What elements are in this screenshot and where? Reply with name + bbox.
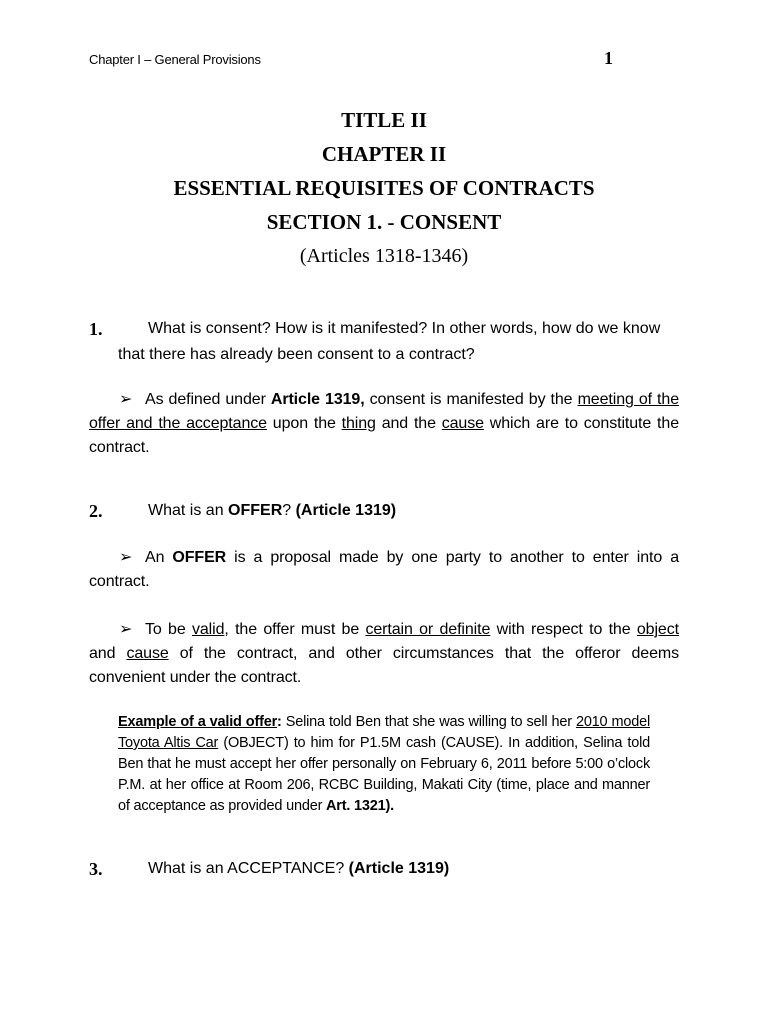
answer-text: and	[89, 645, 127, 662]
section-line: SECTION 1. - CONSENT	[266, 210, 502, 234]
article-reference: Article 1319,	[270, 391, 365, 408]
example-label-colon: :	[277, 714, 282, 730]
running-header: Chapter I – General Provisions	[89, 52, 261, 67]
underlined-term: meeting of the offer and the acceptance	[89, 391, 679, 432]
underlined-term: cause	[441, 415, 484, 432]
answer-2b	[89, 618, 679, 690]
article-reference: Art. 1321	[326, 798, 386, 814]
question-number: 3.	[89, 859, 103, 879]
question-3	[89, 856, 681, 882]
arrow-bullet-icon: ➢	[119, 391, 133, 408]
example-paragraph	[118, 712, 650, 817]
question-text-continued: that there has already been consent to a contract?	[118, 346, 475, 363]
question-text	[89, 498, 681, 524]
example-text-end: ).	[385, 798, 394, 814]
underlined-term: object	[636, 621, 679, 638]
question-1	[89, 316, 681, 368]
question-text: What is consent? How is it manifested? In other words, how do we know	[148, 320, 661, 337]
title-block	[0, 103, 768, 273]
heading-line: ESSENTIAL REQUISITES OF CONTRACTS	[173, 176, 595, 200]
question-number: 1.	[89, 319, 103, 339]
articles-range: (Articles 1318-1346)	[299, 245, 469, 267]
answer-1	[89, 388, 679, 460]
answer-text: To be	[145, 621, 192, 638]
answer-text: with respect to the	[490, 621, 637, 638]
answer-text: of the contract, and other circumstances that the offeror deems convenient under the contract.	[89, 645, 679, 686]
example-text: (OBJECT) to him for P1.5M cash (CAUSE). In addition, Selina told Ben that he must accept her offer personally on February 6, 2011 before 5:00 o’clock P.M. at her office at Room 206, RCBC Building, Makati City (time, place and manner of acceptance as provided under	[118, 735, 650, 814]
answer-text: upon the	[266, 415, 342, 432]
title-line: TITLE II	[341, 108, 427, 132]
answer-text: which are to constitute the contract.	[89, 415, 679, 456]
example-label: Example of a valid offer	[118, 714, 278, 730]
underlined-term: certain or definite	[365, 621, 491, 638]
question-term: ACCEPTANCE	[227, 860, 336, 877]
question-text-part: What is an	[148, 860, 228, 877]
underlined-term: 2010 model Toyota Altis Car	[118, 714, 650, 751]
answer-text: and the	[375, 415, 442, 432]
article-reference: (Article 1319)	[348, 860, 450, 877]
underlined-term: thing	[341, 415, 376, 432]
question-text-part: What is an	[148, 502, 229, 519]
bold-term: OFFER	[172, 549, 227, 566]
question-number: 2.	[89, 501, 103, 521]
answer-text: , the offer must be	[224, 621, 366, 638]
example-text: Selina told Ben that she was willing to sell her	[281, 714, 576, 730]
question-2	[89, 498, 681, 524]
bold-term: OFFER	[228, 502, 283, 519]
article-reference: (Article 1319)	[295, 502, 397, 519]
question-text-part: ?	[335, 860, 349, 877]
answer-text: is a proposal made by one party to another to enter into a contract.	[89, 549, 679, 590]
question-text-part: ?	[282, 502, 296, 519]
answer-2a	[89, 546, 679, 594]
question-text	[89, 856, 681, 882]
answer-text: consent is manifested by the	[364, 391, 578, 408]
page-number: 1	[604, 48, 613, 68]
answer-text: As defined under	[145, 391, 271, 408]
underlined-term: cause	[126, 645, 169, 662]
chapter-line: CHAPTER II	[321, 142, 447, 166]
underlined-term: valid	[191, 621, 225, 638]
arrow-bullet-icon: ➢	[119, 621, 133, 638]
arrow-bullet-icon: ➢	[119, 549, 133, 566]
answer-text: An	[145, 549, 173, 566]
